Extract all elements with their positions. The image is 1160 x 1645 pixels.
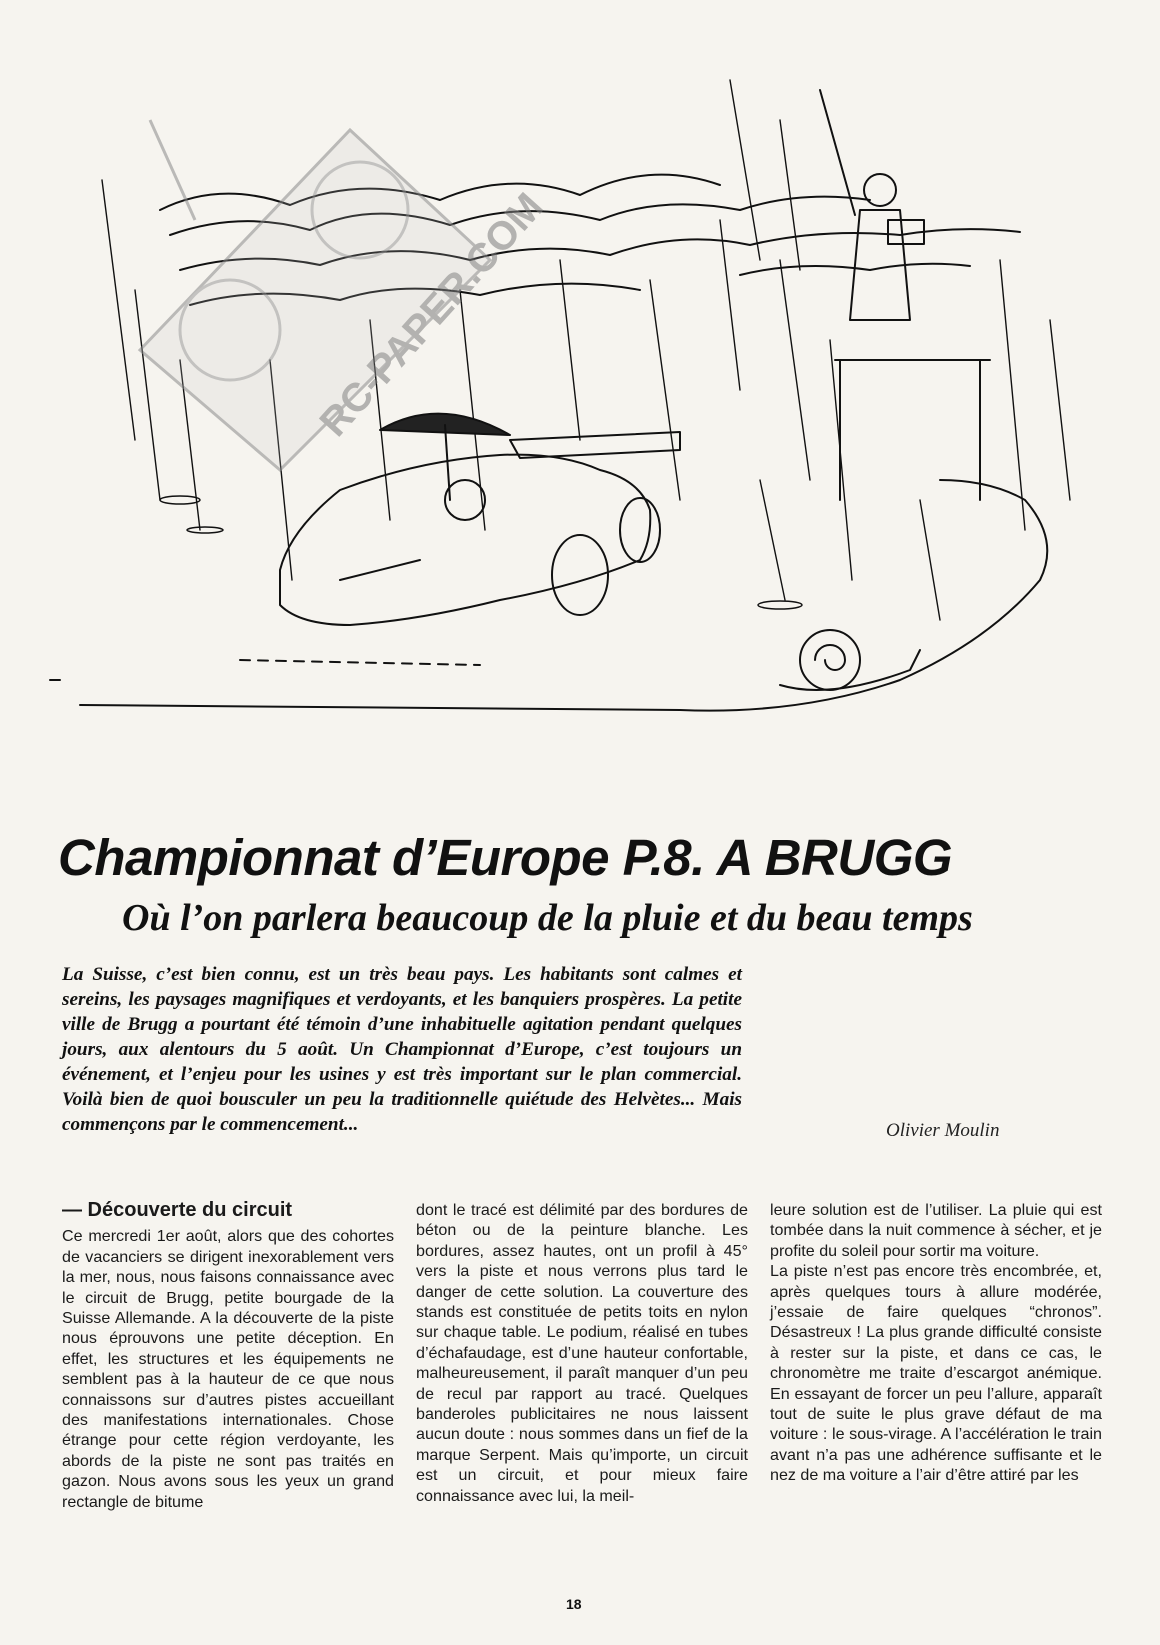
body-column-1 xyxy=(62,1200,394,1580)
article-body xyxy=(62,1200,1102,1580)
article-subtitle: Où l’on parlera beaucoup de la pluie et du beau temps xyxy=(122,897,973,939)
body-paragraph: dont le tracé est délimité par des bordures de béton ou de la peinture blanche. Les bordures, assez hautes, ont un profil à 45° vers la piste et nous verrons plus tard le danger de cette solution. La couverture des stands est constituée de petits toits en nylon sur chaque table. Le podium, réalisé en tubes d’échafaudage, est d’une hauteur confortable, malheureusement, il paraît manquer d’un peu de recul par rapport au tracé. Quelques banderoles publicitaires ne nous laissent aucun doute : nous sommes dans un fief de la marque Serpent. Mais qu’importe, un circuit est un circuit, et pour mieux faire connaissance avec lui, la meil- xyxy=(416,1201,748,1505)
watermark-stamp xyxy=(110,90,552,470)
svg-text:RC-PAPER.COM: RC-PAPER.COM xyxy=(311,184,552,445)
section-heading: — Découverte du circuit xyxy=(62,1199,293,1221)
body-paragraph: leure solution est de l’utiliser. La pluie qui est tombée dans la nuit commence à sécher, et je profite du soleil pour sortir ma voiture. xyxy=(770,1201,1102,1260)
article-author: Olivier Moulin xyxy=(886,1120,1000,1141)
body-paragraph: La piste n’est pas encore très encombrée, et, après quelques tours à allure modérée, j’essaie de faire quelques “chronos”. Désastreux ! La plus grande difficulté consiste à rester sur la piste, et dans ce cas, le chronomètre me traite d’escargot anémique. En essayant de forcer un peu l’allure, apparaît tout de suite le plus grave défaut de ma voiture : le sous-virage. A l’accélération le train avant n’a pas une adhérence suffisante et le nez de ma voiture a l’air d’être attiré par les xyxy=(770,1262,1102,1485)
article-intro: La Suisse, c’est bien connu, est un très beau pays. Les habitants sont calmes et sereins, les paysages magnifiques et verdoyants, et les banquiers prospères. La petite ville de Brugg a pourtant été témoin d’une inhabituelle agitation pendant quelques jours, aux alentours du 5 août. Un Championnat d’Europe, c’est toujours un événement, et l’enjeu pour les usines y est très important sur le plan commercial. Voilà bien de quoi bousculer un peu la traditionnelle quiétude des Helvètes... Mais commençons par le commencement... xyxy=(62,964,742,1135)
page-number: 18 xyxy=(566,1596,582,1612)
track xyxy=(50,480,1047,711)
driver-on-rostrum xyxy=(820,90,990,500)
body-column-2 xyxy=(416,1200,748,1580)
body-column-3 xyxy=(770,1200,1102,1580)
body-paragraph: Ce mercredi 1er août, alors que des cohortes de vacanciers se dirigent inexorablement vers la mer, nous, nous faisons connaissance avec le circuit de Brugg, petite bourgade de la Suisse Allemande. A la découverte de la piste nous éprouvons une petite déception. En effet, les structures et les équipements ne semblent pas à la hauteur de ce que nous connaissons sur d’autres pistes accueillant des manifestations internationales. Chose étrange pour cette région verdoyante, les abords de la piste ne sont pas traités en gazon. Nous avons sous les yeux un grand rectangle de bitume xyxy=(62,1227,394,1511)
article-title: Championnat d’Europe P.8. A BRUGG xyxy=(58,829,953,886)
